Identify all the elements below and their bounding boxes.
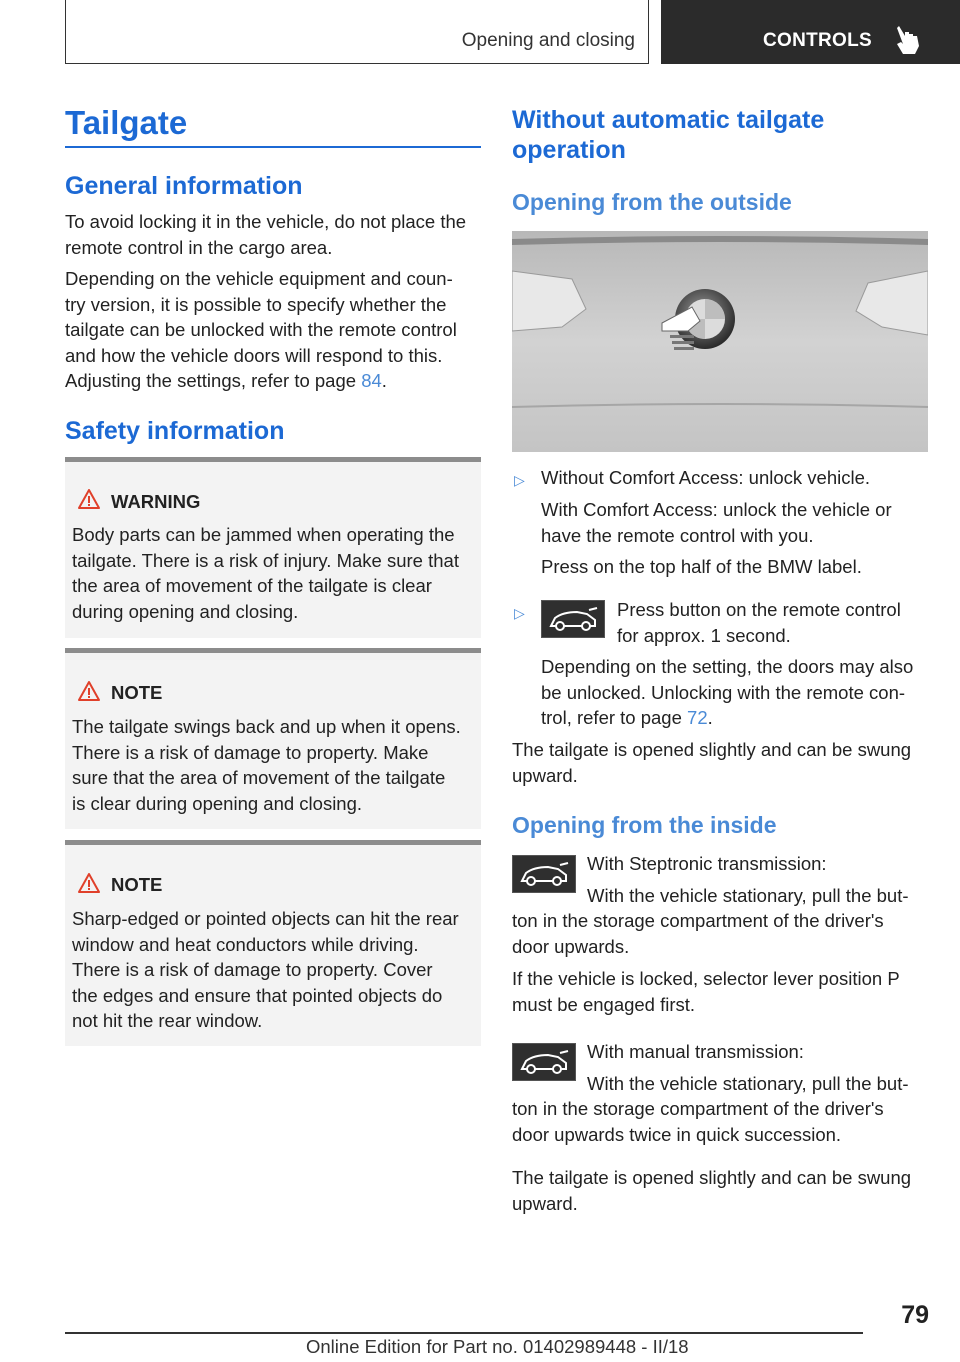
- steptronic-text: ton in the storage compartment of the driver's door upwards.: [512, 910, 884, 957]
- outside-bullet-1-comfort: With Comfort Access: unlock the vehicle or have the remote control with you.: [541, 499, 892, 546]
- note-box-2: [65, 840, 481, 1046]
- warning-text: Body parts can be jammed when operating the tailgate. There is a risk of injury. Make sure that the area of movement of the tailgate is clear during opening and closing.: [72, 524, 459, 622]
- warning-triangle-icon: [77, 872, 101, 894]
- steptronic-label: With Steptronic transmission:: [587, 853, 827, 874]
- general-paragraph-2: Depending on the vehicle equipment and coun‐ try version, it is possible to specify whether the tailgate can be unlocked with the remote control and how the vehicle doors will respond to this. Adjusting the settings, refer to page 84.: [65, 268, 457, 391]
- footer-edition: Online Edition for Part no. 01402989448 - II/18: [306, 1336, 689, 1357]
- tailgate-button-icon: [512, 855, 576, 893]
- bullet-marker: ▷: [514, 605, 525, 621]
- note-2-text: Sharp-edged or pointed objects can hit the rear window and heat conductors while driving. There is a risk of damage to property. Cover the edges and ensure that pointed objects do not hit the rear window.: [72, 908, 459, 1031]
- manual-text: ton in the storage compartment of the driver's door upwards twice in quick succession.: [512, 1098, 884, 1145]
- tailgate-button-icon: [541, 600, 605, 638]
- note-1-text: The tailgate swings back and up when it opens. There is a risk of damage to property. Make sure that the area of movement of the tailgate is clear during opening and closing.: [72, 716, 461, 814]
- inside-result-text: The tailgate is opened slightly and can be swung upward.: [512, 1167, 912, 1214]
- note-1-title: NOTE: [111, 682, 163, 703]
- outside-bullet-2-detail: Depending on the setting, the doors may also be unlocked. Unlocking with the remote con‐ trol, refer to page 72.: [541, 656, 914, 728]
- general-paragraph-1: To avoid locking it in the vehicle, do not place the remote control in the cargo area.: [65, 211, 467, 258]
- header-section-title: Opening and closing: [461, 30, 635, 51]
- page-number: 79: [901, 1301, 929, 1329]
- opening-inside-heading: Opening from the inside: [512, 812, 777, 838]
- opening-outside-heading: Opening from the outside: [512, 189, 792, 215]
- manual-text-line-1: With the vehicle stationary, pull the but‐: [587, 1073, 909, 1094]
- outside-bullet-1-press: Press on the top half of the BMW label.: [541, 556, 862, 577]
- general-information-heading: General information: [65, 172, 303, 200]
- warning-title: WARNING: [111, 491, 201, 512]
- manual-label: With manual transmission:: [587, 1041, 804, 1062]
- title-rule: [65, 146, 481, 148]
- tailgate-button-icon: [512, 1043, 576, 1081]
- tailgate-bmw-badge-photo: [512, 231, 928, 452]
- page-title: Tailgate: [65, 104, 188, 141]
- note-2-title: NOTE: [111, 874, 163, 895]
- footer-rule: [65, 1332, 863, 1334]
- warning-triangle-icon: [77, 488, 101, 510]
- outside-bullet-1-text: Without Comfort Access: unlock vehicle.: [541, 467, 871, 488]
- pointing-hand-icon: [893, 24, 923, 56]
- header-chapter-title: CONTROLS: [763, 30, 873, 51]
- outside-result-text: The tailgate is opened slightly and can be swung upward.: [512, 739, 912, 786]
- page-link-84[interactable]: 84: [361, 370, 382, 391]
- bullet-marker: ▷: [514, 472, 525, 488]
- without-automatic-heading: Without automatic tailgate operation: [512, 106, 825, 164]
- steptronic-text-line-1: With the vehicle stationary, pull the but‐: [587, 885, 909, 906]
- outside-bullet-2-text: Press button on the remote control for approx. 1 second.: [617, 599, 901, 646]
- selector-lever-text: If the vehicle is locked, selector lever position P must be engaged first.: [512, 968, 900, 1015]
- note-box-1: [65, 648, 481, 829]
- warning-box: [65, 457, 481, 638]
- safety-information-heading: Safety information: [65, 417, 285, 445]
- warning-triangle-icon: [77, 680, 101, 702]
- page-link-72[interactable]: 72: [687, 707, 708, 728]
